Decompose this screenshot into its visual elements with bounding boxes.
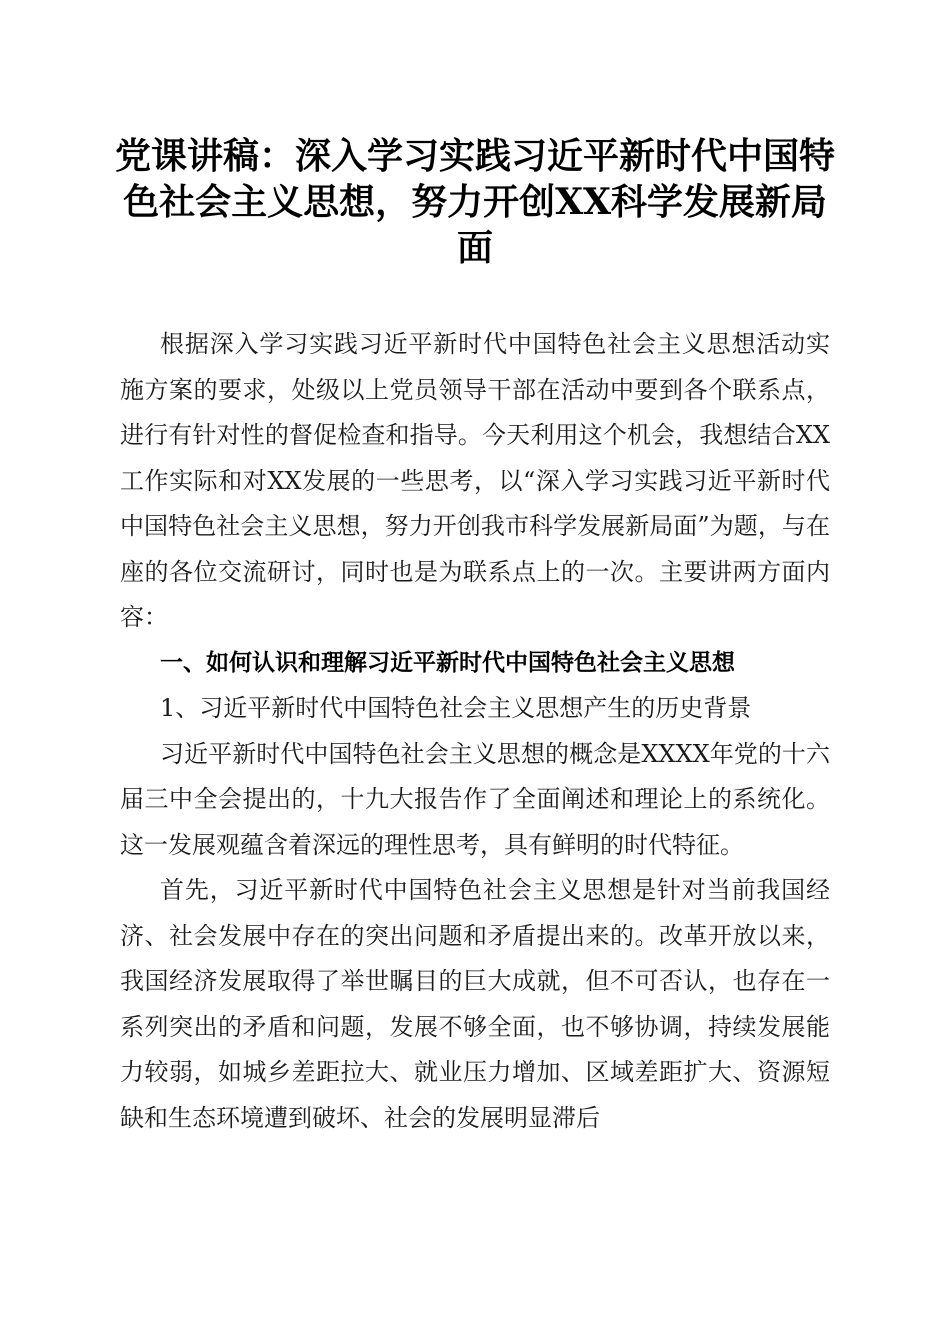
section-heading: 一、如何认识和理解习近平新时代中国特色社会主义思想 [160,649,735,676]
document-body [120,322,830,1141]
first-point-paragraph: 首先，习近平新时代中国特色社会主义思想是针对当前我国经济、社会发展中存在的突出问题和矛盾提出来的。改革开放以来，我国经济发展取得了举世瞩目的巨大成就，但不可否认，也存在一系列突出的矛盾和问题，发展不够全面，也不够协调，持续发展能力较弱，如城乡差距拉大、就业压力增加、区域差距扩大、资源短缺和生态环境遭到破坏、社会的发展明显滞后 [120,876,830,1132]
concept-paragraph: 习近平新时代中国特色社会主义思想的概念是XXXX年党的十六届三中全会提出的，十九大报告作了全面阐述和理论上的系统化。这一发展观蕴含着深远的理性思考，具有鲜明的时代特征。 [120,739,830,859]
intro-paragraph: 根据深入学习实践习近平新时代中国特色社会主义思想活动实施方案的要求，处级以上党员领导干部在活动中要到各个联系点，进行有针对性的督促检查和指导。今天利用这个机会，我想结合XX工作实际和对XX发展的一些思考，以“深入学习实践习近平新时代中国特色社会主义思想，努力开创我市科学发展新局面”为题，与在座的各位交流研讨，同时也是为联系点上的一次。主要讲两方面内容： [120,330,830,631]
subsection-heading: 1、习近平新时代中国特色社会主义思想产生的历史背景 [160,694,752,722]
document-title: 党课讲稿：深入学习实践习近平新时代中国特色社会主义思想，努力开创XX科学发展新局面 [114,135,835,269]
